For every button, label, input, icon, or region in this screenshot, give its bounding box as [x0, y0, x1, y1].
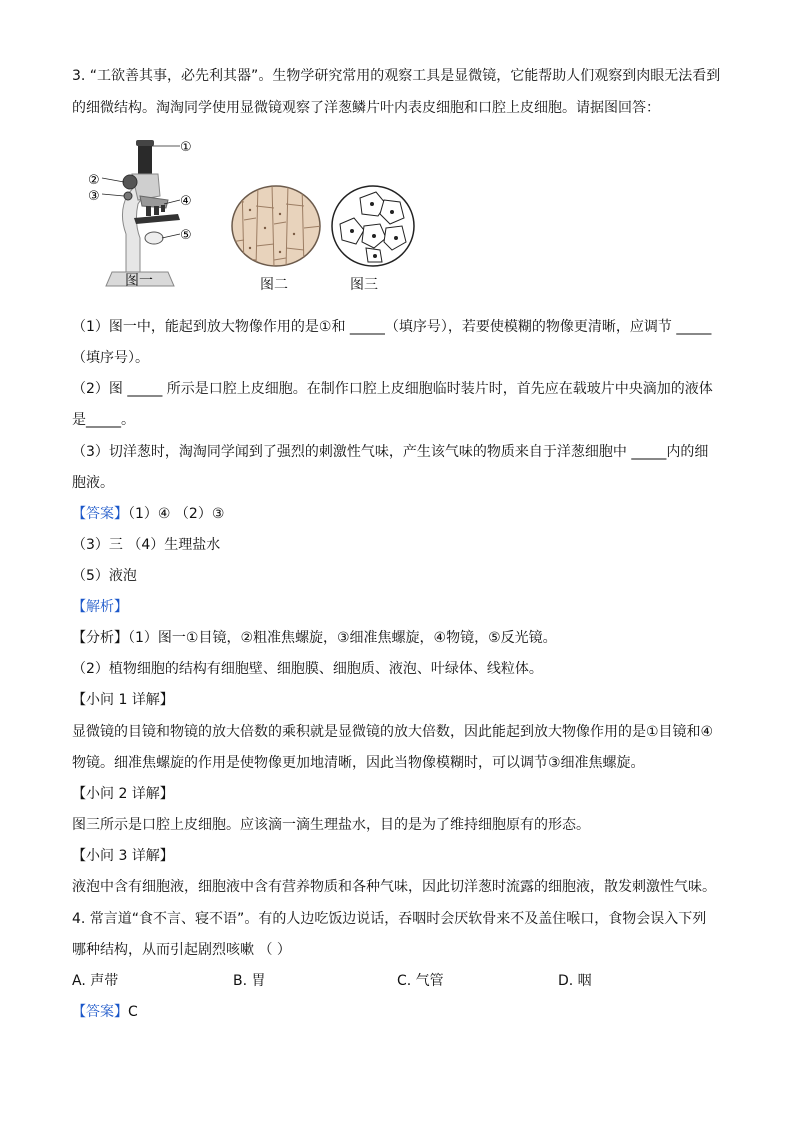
q3-part2-line1: （2）图 _____ 所示是口腔上皮细胞。在制作口腔上皮细胞临时装片时，首先应在载玻片中央滴加的液体	[72, 381, 713, 397]
q4-stem-line2: 哪种结构，从而引起剧烈咳嗽 （ ）	[72, 942, 291, 958]
fenxi-line1	[72, 628, 557, 648]
q3-part3-line2: 胞液。	[72, 475, 114, 491]
caption-figure-1: 图一	[125, 273, 153, 289]
fenxi-line2: （2）植物细胞的结构有细胞壁、细胞膜、细胞质、液泡、叶绿体、线粒体。	[72, 661, 543, 677]
caption-figure-3: 图三	[350, 277, 378, 293]
fenxi-tag: 【分析】	[72, 630, 128, 646]
answer-tag: 【答案】	[72, 506, 128, 522]
sub1-line1: 显微镜的目镜和物镜的放大倍数的乘积就是显微镜的放大倍数，因此能起到放大物像作用的是①目镜和④	[72, 724, 714, 740]
label-mirror: ⑤	[180, 228, 192, 243]
sub3-line1: 液泡中含有细胞液，细胞液中含有营养物质和各种气味，因此切洋葱时流露的细胞液，散发刺激性气味。	[72, 879, 716, 895]
label-coarse: ②	[88, 173, 100, 188]
answer-text-1: （1）④ （2）③	[128, 506, 225, 522]
q4-option-c: C. 气管	[397, 973, 444, 989]
q4-stem-line1: 4. 常言道“食不言、寝不语”。有的人边吃饭边说话，吞咽时会厌软骨来不及盖住喉口，食物会误入下列	[72, 911, 707, 927]
label-eyepiece: ①	[180, 140, 192, 155]
label-fine: ③	[88, 189, 100, 204]
q3-part1-line1: （1）图一中，能起到放大物像作用的是①和 _____（填序号），若要使模糊的物像更清晰，应调节 _____	[72, 319, 712, 335]
q3-part3-line1: （3）切洋葱时，淘淘同学闻到了强烈的刺激性气味，产生该气味的物质来自于洋葱细胞中 _____内的细	[72, 444, 709, 460]
sub3-tag: 【小问 3 详解】	[72, 848, 174, 864]
q3-answer-line1	[72, 504, 224, 524]
cheek-cell-figure	[330, 184, 416, 268]
q4-option-a: A. 声带	[72, 973, 119, 989]
q3-part2-line2: 是_____。	[72, 412, 135, 428]
q4-option-d: D. 咽	[558, 973, 592, 989]
caption-figure-2: 图二	[260, 277, 288, 293]
analysis-tag: 【解析】	[72, 599, 128, 615]
sub2-line1: 图三所示是口腔上皮细胞。应该滴一滴生理盐水，目的是为了维持细胞原有的形态。	[72, 817, 590, 833]
fenxi-text-1: （1）图一①目镜，②粗准焦螺旋，③细准焦螺旋，④物镜，⑤反光镜。	[128, 630, 557, 646]
q3-part1-line2: （填序号）。	[72, 350, 149, 366]
q3-stem-line1: 3. “工欲善其事，必先利其器”。生物学研究常用的观察工具是显微镜，它能帮助人们观察到肉眼无法看到	[72, 68, 721, 84]
q3-answer-line2: （3）三 （4）生理盐水	[72, 537, 221, 553]
sub2-tag: 【小问 2 详解】	[72, 786, 174, 802]
sub1-tag: 【小问 1 详解】	[72, 692, 174, 708]
q4-answer-line	[72, 1002, 138, 1022]
q4-answer-value: C	[128, 1004, 138, 1020]
q3-stem-line2: 的细微结构。淘淘同学使用显微镜观察了洋葱鳞片叶内表皮细胞和口腔上皮细胞。请据图回答：	[72, 100, 660, 116]
q4-option-b: B. 胃	[233, 973, 266, 989]
label-objective: ④	[180, 194, 192, 209]
q4-answer-tag: 【答案】	[72, 1004, 128, 1020]
q3-answer-line3: （5）液泡	[72, 568, 137, 584]
onion-cell-figure	[230, 184, 322, 268]
sub1-line2: 物镜。细准焦螺旋的作用是使物像更加地清晰，因此当物像模糊时，可以调节③细准焦螺旋。	[72, 755, 645, 771]
